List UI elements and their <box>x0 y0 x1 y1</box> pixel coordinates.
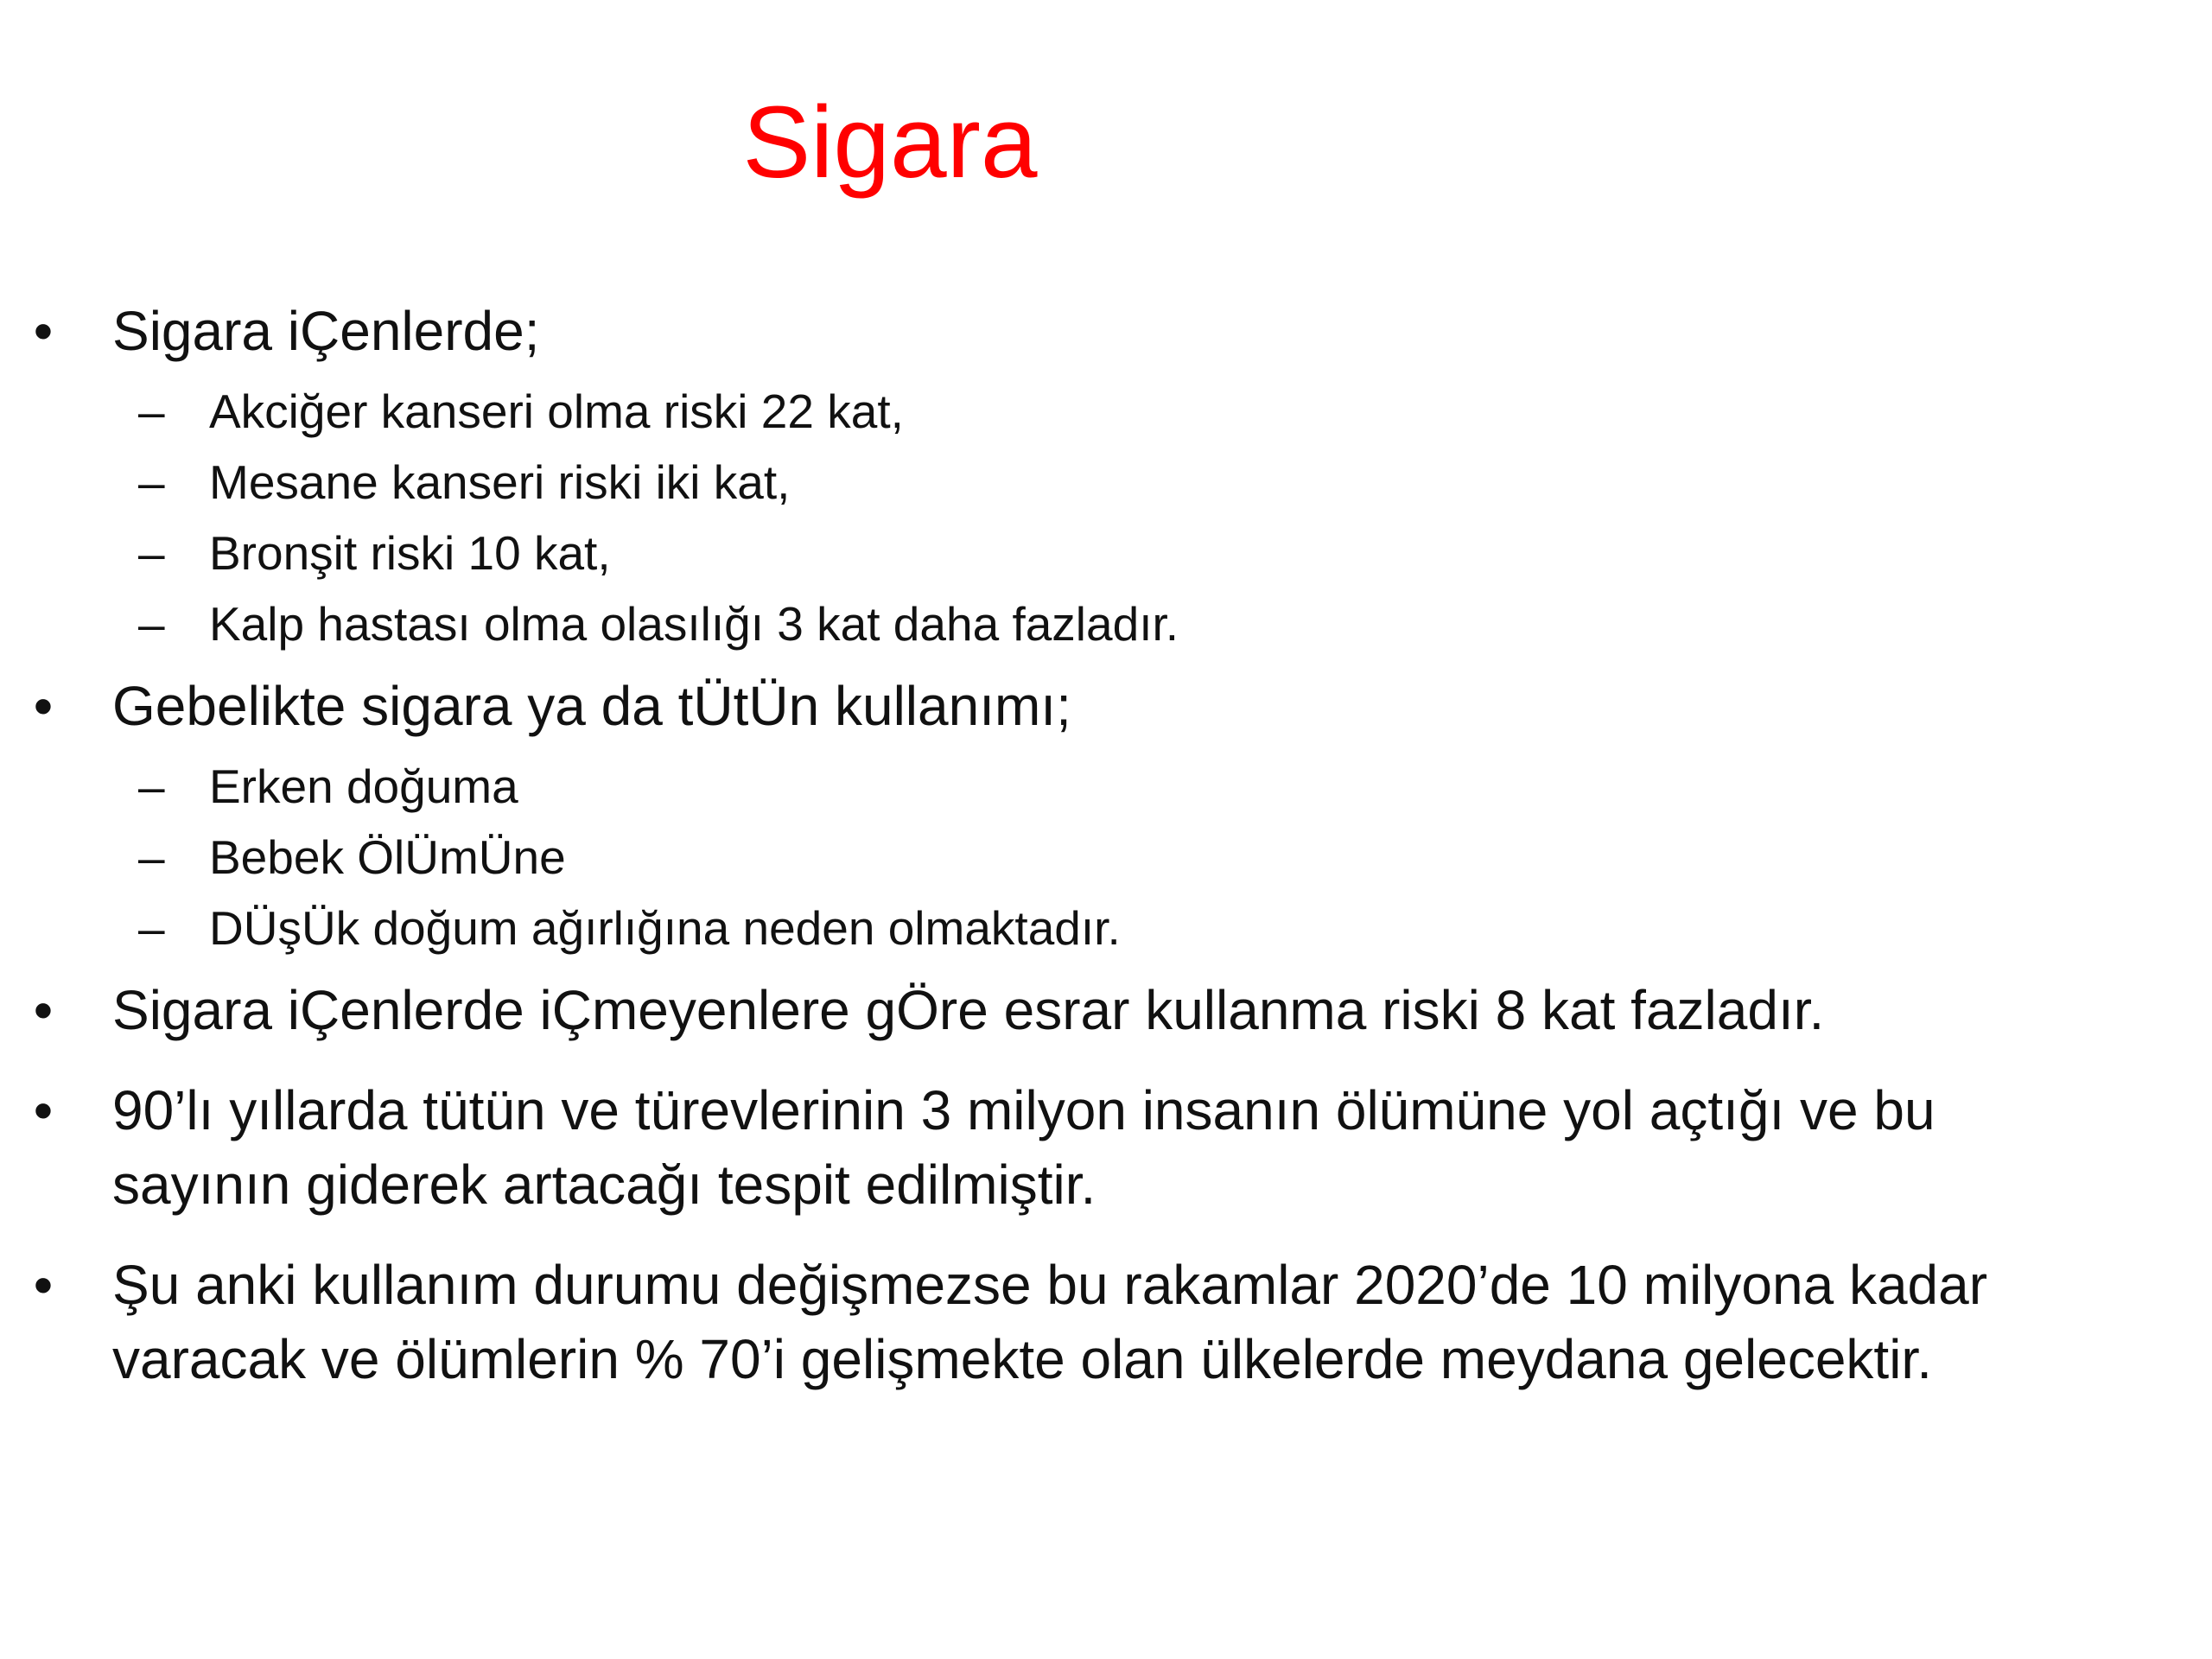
bullet-icon: • <box>33 675 54 737</box>
sub-item-text: Bebek ÖlÜmÜne <box>209 830 566 884</box>
dash-icon: – <box>138 526 165 580</box>
dash-icon: – <box>138 830 165 884</box>
slide-title: Sigara <box>742 86 1038 200</box>
bullet-text: Sigara iÇenlerde; <box>112 300 540 362</box>
dash-icon: – <box>138 901 165 955</box>
spacer <box>26 964 2100 973</box>
bullet-item <box>26 294 2100 368</box>
sub-item-text: Akciğer kanseri olma riski 22 kat, <box>209 385 904 438</box>
bullet-icon: • <box>33 979 54 1041</box>
dash-icon: – <box>138 597 165 651</box>
spacer <box>26 1230 2100 1248</box>
sub-item <box>26 377 2100 446</box>
bullet-text: Gebelikte sigara ya da tÜtÜn kullanımı; <box>112 675 1071 737</box>
sub-item <box>26 589 2100 658</box>
sub-item <box>26 893 2100 963</box>
sub-item <box>26 448 2100 517</box>
bullet-icon: • <box>33 1254 54 1316</box>
bullet-text: Sigara iÇenlerde iÇmeyenlere gÖre esrar kullanma riski 8 kat fazladır. <box>112 979 1825 1041</box>
sub-item-text: Kalp hastası olma olasılığı 3 kat daha fazladır. <box>209 597 1179 651</box>
sub-item <box>26 823 2100 892</box>
dash-icon: – <box>138 385 165 438</box>
sub-item <box>26 518 2100 588</box>
bullet-text: 90’lı yıllarda tütün ve türevlerinin 3 milyon insanın ölümüne yol açtığı ve bu sayının giderek artacağı tespit edilmiştir. <box>112 1079 1936 1216</box>
dash-icon: – <box>138 760 165 813</box>
sub-item-text: DÜşÜk doğum ağırlığına neden olmaktadır. <box>209 901 1121 955</box>
spacer <box>26 660 2100 669</box>
sub-item-text: Erken doğuma <box>209 760 518 813</box>
sub-item-text: Mesane kanseri riski iki kat, <box>209 455 791 509</box>
dash-icon: – <box>138 455 165 509</box>
bullet-icon: • <box>33 1079 54 1141</box>
sub-item <box>26 752 2100 821</box>
slide-content <box>26 294 2100 1405</box>
spacer <box>26 1056 2100 1073</box>
bullet-text: Şu anki kullanım durumu değişmezse bu rakamlar 2020’de 10 milyona kadar varacak ve ölümlerin % 70’i gelişmekte olan ülkelerde meydana gelecektir. <box>112 1254 1988 1390</box>
sub-item-text: Bronşit riski 10 kat, <box>209 526 611 580</box>
bullet-item <box>26 973 2100 1047</box>
bullet-item <box>26 1248 2100 1396</box>
bullet-icon: • <box>33 300 54 362</box>
bullet-item <box>26 669 2100 743</box>
bullet-item <box>26 1073 2100 1222</box>
